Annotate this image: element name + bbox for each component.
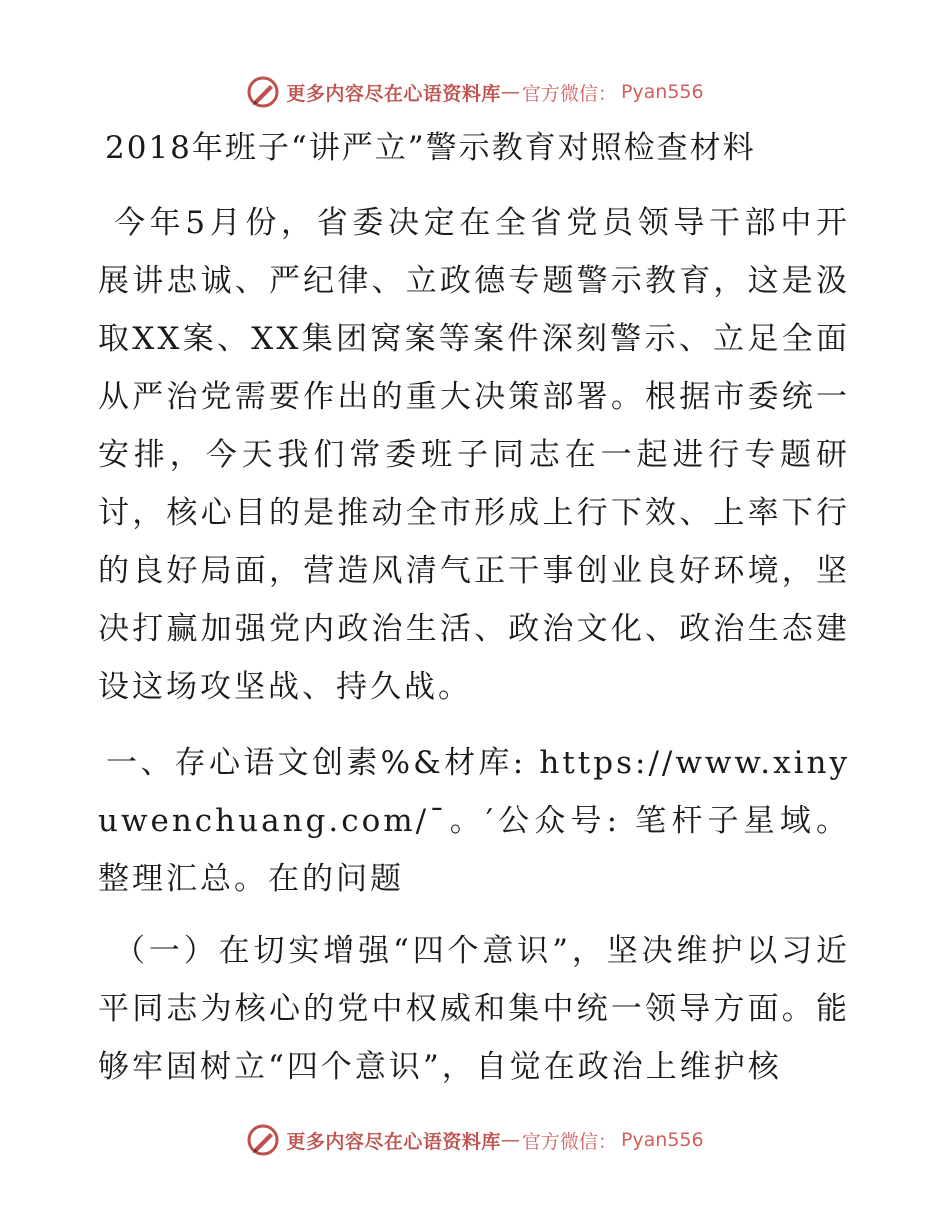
paragraph-intro: 今年5月份，省委决定在全省党员领导干部中开展讲忠诚、严纪律、立政德专题警示教育，这是汲取XX案、XX集团窝案等案件深刻警示、立足全面从严治党需要作出的重大决策部署。根据市委统一安排，今天我们常委班子同志在一起进行专题研讨，核心目的是推动全市形成上行下效、上率下行的良好局面，营造风清气正干事创业良好环境，坚决打赢加强党内政治生活、政治文化、政治生态建设这场攻坚战、持久战。	[98, 205, 850, 705]
document-title: 2018年班子“讲严立”警示教育对照检查材料	[105, 130, 756, 166]
paragraph-subsection: （一）在切实增强“四个意识”，坚决维护以习近平同志为核心的党中权威和集中统一领导方面。能够牢固树立“四个意识”，自觉在政治上维护核	[98, 933, 850, 1085]
banner-separator: —	[500, 81, 520, 103]
banner-wechat-id: Pyan556	[620, 1129, 704, 1151]
footer-banner	[0, 1120, 950, 1160]
pen-logo-icon	[246, 1123, 280, 1157]
paragraph-section-heading: 一、存心语文创素%&材库: https://www.xinyuwenchuang.com/¯。′公众号: 笔杆子星域。整理汇总。在的问题	[98, 745, 850, 897]
banner-wechat-label: 官方微信：	[521, 82, 617, 105]
banner-brand: 更多内容尽在心语资料库	[286, 1130, 501, 1153]
pen-logo-icon	[246, 75, 280, 109]
banner-separator: —	[500, 1129, 520, 1151]
header-banner	[0, 72, 950, 112]
banner-wechat-label: 官方微信：	[521, 1130, 617, 1153]
banner-wechat-id: Pyan556	[620, 81, 704, 103]
banner-brand: 更多内容尽在心语资料库	[286, 82, 501, 105]
